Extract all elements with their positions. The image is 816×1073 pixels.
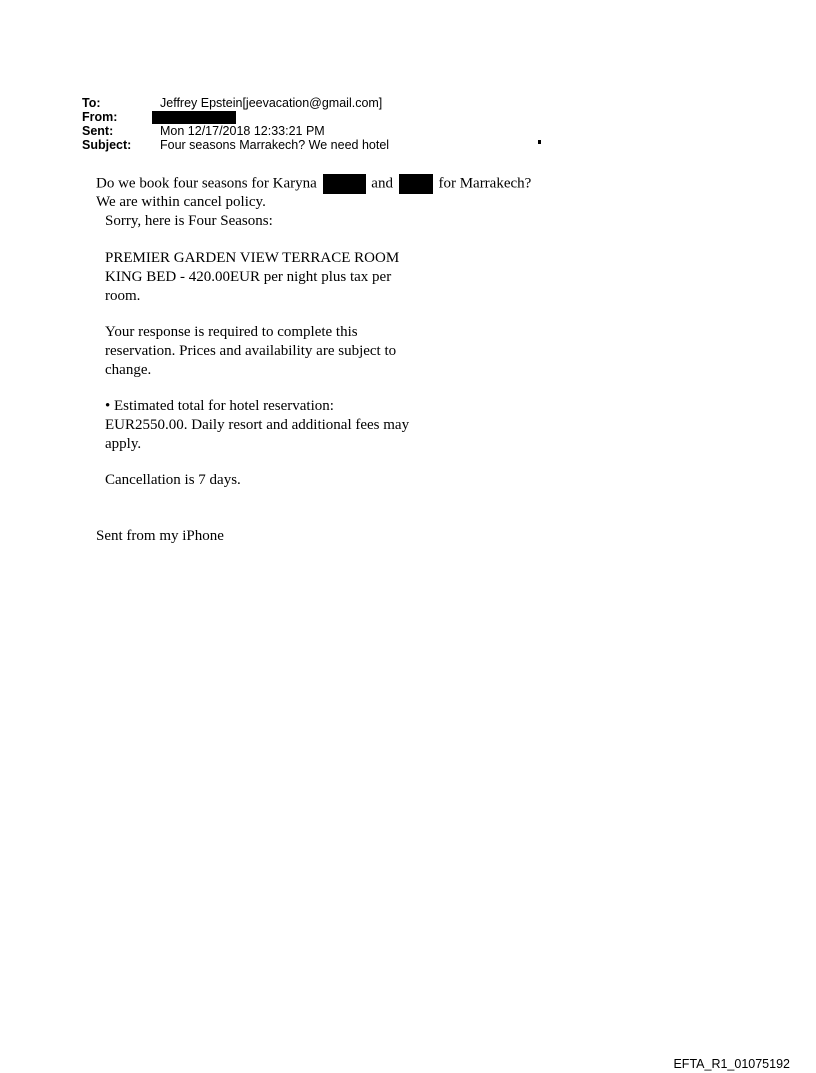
- document-id: EFTA_R1_01075192: [673, 1057, 790, 1071]
- room-line-2: KING BED - 420.00EUR per night plus tax per: [105, 269, 392, 285]
- stray-mark: [538, 140, 541, 144]
- email-header: [82, 96, 389, 152]
- room-line-3: room.: [105, 288, 141, 304]
- response-line-3: change.: [105, 362, 152, 378]
- subject-row: [82, 138, 389, 152]
- from-row: [82, 110, 389, 124]
- cancellation-line: Cancellation is 7 days.: [105, 472, 241, 488]
- subject-label: Subject:: [82, 138, 132, 152]
- from-label: From:: [82, 110, 118, 124]
- line1-part-b: and: [371, 175, 393, 192]
- line1-part-a: Do we book four seasons for Karyna: [96, 175, 317, 192]
- sent-label: Sent:: [82, 124, 114, 138]
- estimate-line-1: • Estimated total for hotel reservation:: [105, 398, 334, 414]
- response-line-1: Your response is required to complete this: [105, 324, 358, 340]
- estimate-line-3: apply.: [105, 436, 142, 452]
- sent-row: [82, 124, 389, 138]
- body-line-2: We are within cancel policy.: [96, 194, 266, 210]
- from-redaction: [152, 111, 236, 124]
- signature-line: Sent from my iPhone: [96, 528, 224, 544]
- to-label: To:: [82, 96, 101, 110]
- room-line-1: PREMIER GARDEN VIEW TERRACE ROOM: [105, 250, 400, 266]
- to-row: [82, 96, 389, 110]
- response-line-2: reservation. Prices and availability are subject to: [105, 343, 397, 359]
- body-line-3: Sorry, here is Four Seasons:: [105, 213, 273, 229]
- line1-part-c: for Marrakech?: [438, 175, 532, 192]
- body-line-1: [96, 174, 531, 194]
- subject-value: Four seasons Marrakech? We need hotel: [160, 138, 390, 152]
- name-redaction-2: [399, 174, 433, 194]
- estimate-line-2: EUR2550.00. Daily resort and additional fees may: [105, 417, 410, 433]
- name-redaction-1: [323, 174, 366, 194]
- to-value: Jeffrey Epstein[jeevacation@gmail.com]: [160, 96, 383, 110]
- sent-value: Mon 12/17/2018 12:33:21 PM: [160, 124, 325, 138]
